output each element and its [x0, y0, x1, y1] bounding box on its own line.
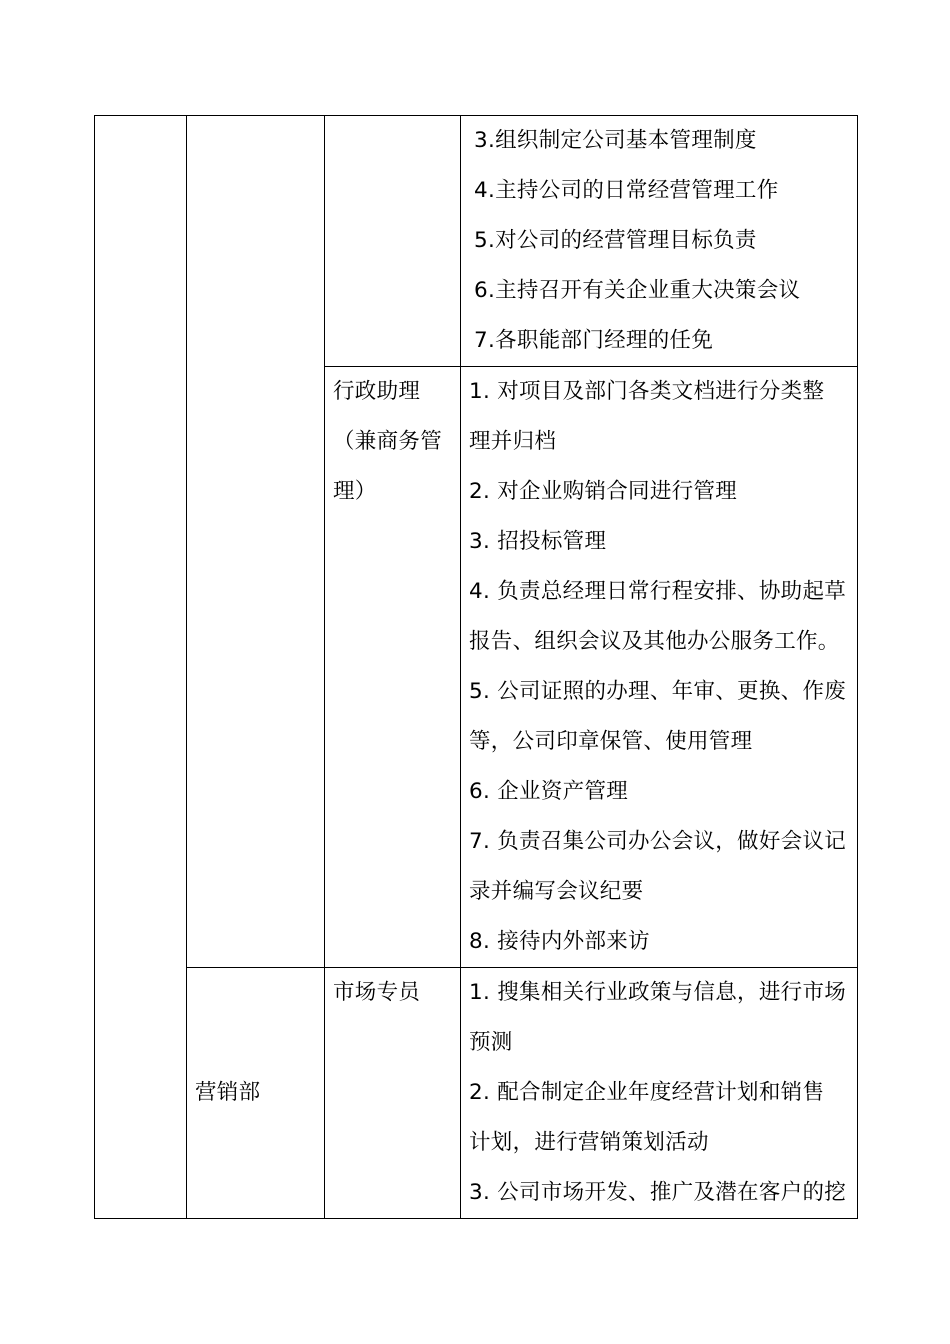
duties-table: [94, 115, 858, 1219]
duties-list: [461, 116, 857, 366]
duties-cell: [461, 968, 858, 1219]
department-cell: [187, 116, 325, 968]
duty-line: 1. 对项目及部门各类文档进行分类整: [469, 379, 825, 404]
duty-line: 预测: [469, 1030, 513, 1055]
duty-line: 4.主持公司的日常经营管理工作: [474, 178, 779, 203]
duties-cell: [461, 367, 858, 968]
table-row: [95, 968, 858, 1219]
duty-line: 3.组织制定公司基本管理制度: [474, 128, 757, 153]
role-cell: [325, 116, 461, 367]
duty-line: 计划，进行营销策划活动: [469, 1130, 709, 1155]
duties-list: [461, 367, 857, 967]
duty-line: 2. 配合制定企业年度经营计划和销售: [469, 1080, 825, 1105]
role-line: 理）: [333, 479, 377, 504]
duties-cell: [461, 116, 858, 367]
duty-line: 理并归档: [469, 429, 557, 454]
role-line: 行政助理: [333, 379, 421, 404]
duty-line: 3. 公司市场开发、推广及潜在客户的挖: [469, 1180, 847, 1205]
duty-line: 1. 搜集相关行业政策与信息，进行市场: [469, 980, 847, 1005]
duty-line: 7.各职能部门经理的任免: [474, 328, 714, 353]
duty-line: 4. 负责总经理日常行程安排、协助起草: [469, 579, 847, 604]
duty-line: 等，公司印章保管、使用管理: [469, 729, 753, 754]
duty-line: 6. 企业资产管理: [469, 779, 629, 804]
role-text: 市场专员: [333, 980, 421, 1005]
duties-list: [461, 968, 857, 1218]
duty-line: 7. 负责召集公司办公会议，做好会议记: [469, 829, 847, 854]
duty-line: 报告、组织会议及其他办公服务工作。: [469, 629, 840, 654]
category-cell: [95, 116, 187, 1219]
duty-line: 8. 接待内外部来访: [469, 929, 650, 954]
table-row: [95, 116, 858, 367]
role-cell: [325, 367, 461, 968]
role-line: （兼商务管: [333, 429, 443, 454]
duty-line: 3. 招投标管理: [469, 529, 607, 554]
department-name: 营销部: [195, 1080, 261, 1105]
duty-line: 5.对公司的经营管理目标负责: [474, 228, 757, 253]
duty-line: 5. 公司证照的办理、年审、更换、作废: [469, 679, 847, 704]
duty-line: 2. 对企业购销合同进行管理: [469, 479, 738, 504]
role-cell: [325, 968, 461, 1219]
role-text: [325, 367, 460, 517]
duty-line: 录并编写会议纪要: [469, 879, 644, 904]
department-cell: [187, 968, 325, 1219]
duty-line: 6.主持召开有关企业重大决策会议: [474, 278, 801, 303]
